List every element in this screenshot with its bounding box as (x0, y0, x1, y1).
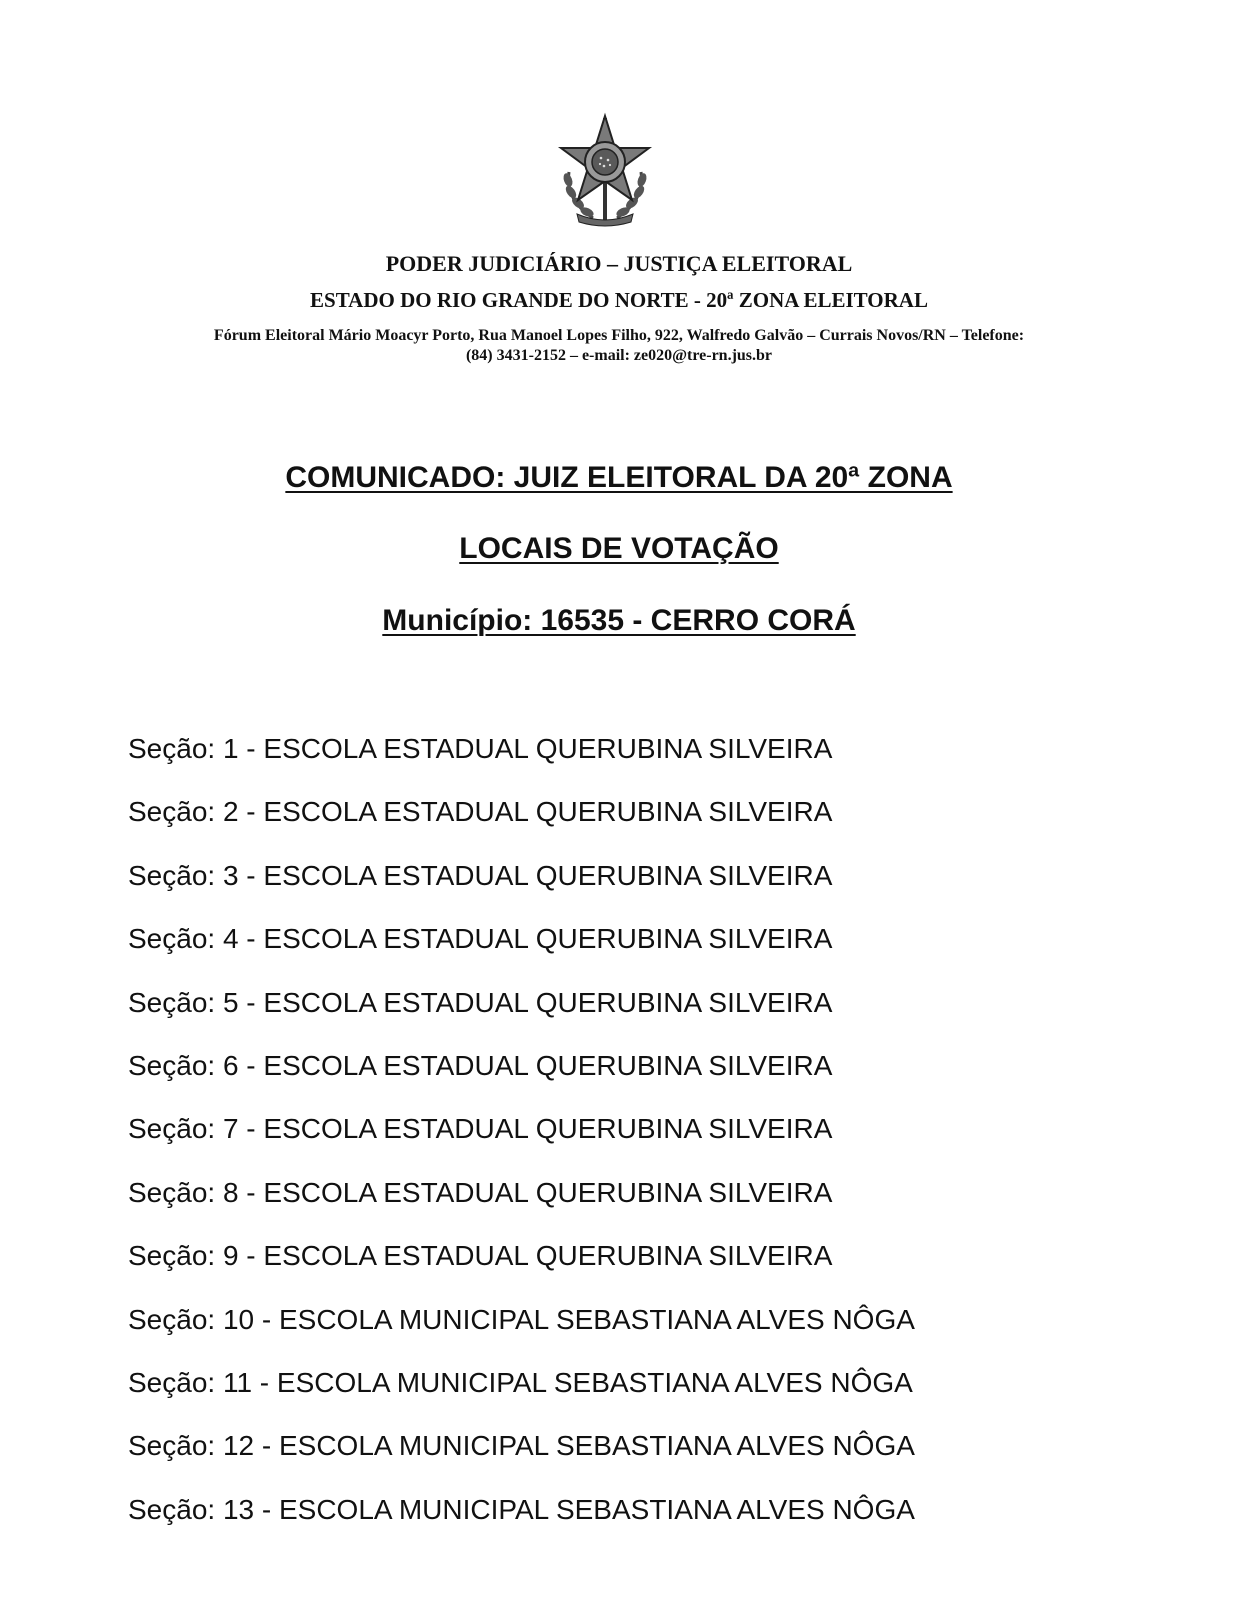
list-item: Seção: 12 - ESCOLA MUNICIPAL SEBASTIANA ALVES NÔGA (128, 1430, 915, 1462)
list-item: Seção: 13 - ESCOLA MUNICIPAL SEBASTIANA ALVES NÔGA (128, 1493, 915, 1525)
locais-title (0, 532, 1238, 566)
comunicado-title-text: COMUNICADO: JUIZ ELEITORAL DA 20ª ZONA (285, 461, 953, 494)
municipio-title-text: Município: 16535 - CERRO CORÁ (382, 604, 856, 637)
header-state-zone: ESTADO DO RIO GRANDE DO NORTE - 20ª ZONA ELEITORAL (310, 288, 928, 312)
header-address: Fórum Eleitoral Mário Moacyr Porto, Rua Manoel Lopes Filho, 922, Walfredo Galvão – Currais Novos/RN – Telefone: (213, 327, 1025, 344)
comunicado-title (0, 461, 1238, 495)
section-list (128, 731, 1128, 1555)
brazil-coat-of-arms-icon (555, 110, 655, 228)
list-item: Seção: 3 - ESCOLA ESTADUAL QUERUBINA SILVEIRA (128, 859, 833, 891)
locais-title-text: LOCAIS DE VOTAÇÃO (459, 532, 779, 565)
list-item: Seção: 4 - ESCOLA ESTADUAL QUERUBINA SILVEIRA (128, 923, 833, 955)
list-item: Seção: 9 - ESCOLA ESTADUAL QUERUBINA SILVEIRA (128, 1240, 833, 1272)
list-item: Seção: 7 - ESCOLA ESTADUAL QUERUBINA SILVEIRA (128, 1113, 833, 1145)
list-item: Seção: 8 - ESCOLA ESTADUAL QUERUBINA SILVEIRA (128, 1176, 833, 1208)
list-item: Seção: 5 - ESCOLA ESTADUAL QUERUBINA SILVEIRA (128, 986, 833, 1018)
header-contact: (84) 3431-2152 – e-mail: ze020@tre-rn.jus.br (465, 347, 773, 364)
list-item: Seção: 6 - ESCOLA ESTADUAL QUERUBINA SILVEIRA (128, 1049, 833, 1081)
header-court-name: PODER JUDICIÁRIO – JUSTIÇA ELEITORAL (385, 251, 853, 276)
list-item: Seção: 2 - ESCOLA ESTADUAL QUERUBINA SILVEIRA (128, 796, 833, 828)
municipio-title (0, 604, 1238, 638)
list-item: Seção: 11 - ESCOLA MUNICIPAL SEBASTIANA ALVES NÔGA (128, 1366, 913, 1398)
list-item: Seção: 10 - ESCOLA MUNICIPAL SEBASTIANA ALVES NÔGA (128, 1303, 915, 1335)
list-item: Seção: 1 - ESCOLA ESTADUAL QUERUBINA SILVEIRA (128, 733, 833, 764)
